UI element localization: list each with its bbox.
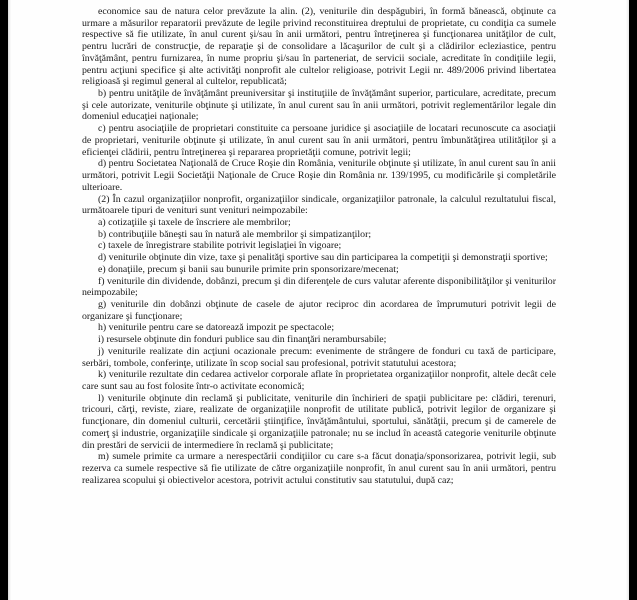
paragraph-lit-l: l) veniturile obţinute din reclamă şi publicitate, veniturile din închirieri de spaţii publicitare pe: clădiri, terenuri, tricouri, cărţi, reviste, ziare, realizate de organizaţiile nonprofit de utilitate publică, potrivit legilor de organizare şi funcţionare, din domeniul culturii, cercetării ştiinţifice, învăţământului, sportului, sănătăţii, precum şi de camerele de comerţ şi industrie, organizaţiile sindicale şi organizaţiile patronale; nu se includ în această categorie veniturile obţinute din prestări de servicii de intermediere în reclamă şi publicitate; <box>82 392 556 451</box>
document-text-column <box>82 6 556 486</box>
paragraph-lit-d: d) veniturile obţinute din vize, taxe şi penalităţi sportive sau din participarea la competiţii şi demonstraţii sportive; <box>98 252 548 264</box>
paragraph-lit-e: e) donaţiile, precum şi banii sau bunurile primite prin sponsorizare/mecenat; <box>98 263 399 275</box>
paragraph-continuation-a: economice sau de natura celor prevăzute la alin. (2), veniturile din despăgubiri, în formă bănească, obţinute ca urmare a măsurilor reparatorii prevăzute de legile privind reconstituirea dreptului de proprietate, cu condiţia ca sumele respective să fie utilizate, în anul curent şi/sau în anii următori, pentru întreţinerea şi funcţionarea unităţilor de cult, pentru lucrări de construcţie, de reparaţie şi de consolidare a lăcaşurilor de cult şi a clădirilor ecleziastice, pentru învăţământ, pentru furnizarea, în nume propriu şi/sau în parteneriat, de servicii sociale, acreditate în condiţiile legii, pentru acţiuni specifice şi alte activităţi nonprofit ale cultelor religioase, potrivit Legii nr. 489/2006 privind libertatea religioasă şi regimul general al cultelor, republicată; <box>82 6 556 88</box>
page-left-edge-shading <box>8 0 11 600</box>
paragraph-litera-c: c) pentru asociaţiile de proprietari constituite ca persoane juridice şi asociaţiile de locatari recunoscute ca asociaţii de proprietari, veniturile obţinute şi utilizate, în anul curent sau în anii următori, pentru îmbunătăţirea utilităţilor şi a eficienţei clădirii, pentru întreţinerea şi repararea proprietăţii comune, potrivit legii; <box>82 123 556 158</box>
paragraph-lit-h: h) veniturile pentru care se datorează impozit pe spectacole; <box>98 322 335 334</box>
paragraph-lit-k: k) veniturile rezultate din cedarea activelor corporale aflate în proprietatea organizaţiilor nonprofit, altele decât cele care sunt sau au fost folosite într-o activitate economică; <box>82 369 556 392</box>
document-page-sheet <box>8 0 629 600</box>
paragraph-litera-d: d) pentru Societatea Naţională de Cruce Roşie din România, veniturile obţinute şi utilizate, în anul curent sau în anii următori, potrivit Legii Societăţii Naţionale de Cruce Roşie din România nr. 139/1995, cu modificările şi completările ulterioare. <box>82 158 556 193</box>
paragraph-litera-b: b) pentru unităţile de învăţământ preuniversitar şi instituţiile de învăţământ superior, particulare, acreditate, precum şi cele autorizate, veniturile obţinute şi utilizate, în anul curent sau în anii următori, potrivit reglementărilor legale din domeniul educaţiei naţionale; <box>82 88 556 123</box>
paragraph-alineat-2: (2) În cazul organizaţiilor nonprofit, organizaţiilor sindicale, organizaţiilor patronale, la calculul rezultatului fiscal, următoarele tipuri de venituri sunt venituri neimpozabile: <box>82 193 556 217</box>
paragraph-lit-f: f) veniturile din dividende, dobânzi, precum şi din diferenţele de curs valutar aferente disponibilităţilor şi veniturilor neimpozabile; <box>82 275 556 299</box>
paragraph-lit-i: i) resursele obţinute din fonduri publice sau din finanţări nerambursabile; <box>98 334 387 346</box>
paragraph-lit-m: m) sumele primite ca urmare a nerespectării condiţiilor cu care s-a făcut donaţia/sponsorizarea, potrivit legii, sub rezerva ca sumele respective să fie utilizate de către organizaţiile nonprofit, în anul curent sau în anii următori, pentru realizarea scopului şi obiectivelor acestora, potrivit actului constitutiv sau statutului, după caz; <box>82 451 556 486</box>
page-right-edge-shading <box>626 0 629 600</box>
paragraph-lit-c: c) taxele de înregistrare stabilite potrivit legislaţiei în vigoare; <box>98 240 342 252</box>
paragraph-lit-a: a) cotizaţiile şi taxele de înscriere ale membrilor; <box>98 216 291 228</box>
paragraph-lit-g: g) veniturile din dobânzi obţinute de casele de ajutor reciproc din acordarea de împrumuturi potrivit legii de organizare şi funcţionare; <box>82 298 556 322</box>
paragraph-lit-j: j) veniturile realizate din acţiuni ocazionale precum: evenimente de strângere de fonduri cu taxă de participare, serbări, tombole, conferinţe, utilizate în scop social sau profesional, potrivit statutului acestora; <box>82 345 556 369</box>
paragraph-lit-b: b) contribuţiile băneşti sau în natură ale membrilor şi simpatizanţilor; <box>98 228 372 240</box>
